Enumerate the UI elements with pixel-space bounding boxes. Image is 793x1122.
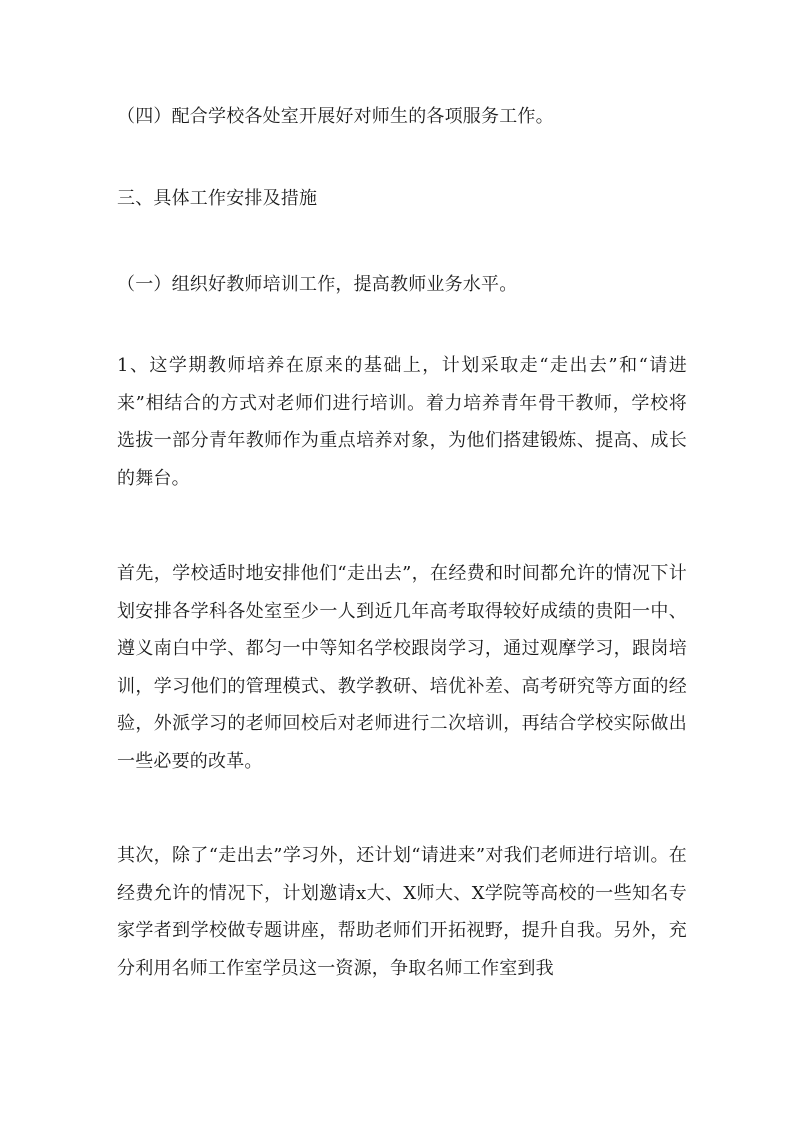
section-heading-arrangements: 三、具体工作安排及措施: [117, 188, 318, 209]
paragraph-service-work: （四）配合学校各处室开展好对师生的各项服务工作。: [117, 106, 554, 127]
paragraph-training-plan: 1、这学期教师培养在原来的基础上，计划采取走“走出去”和“请进来”相结合的方式对老师们进行培训。着力培养青年骨干教师，学校将选拔一部分青年教师作为重点培养对象，为他们搭建锻炼、提高、成长的舞台。: [117, 355, 687, 489]
paragraph-inviting-in: 其次，除了“走出去”学习外，还计划“请进来”对我们老师进行培训。在经费允许的情况下，计划邀请x大、X师大、X学院等高校的一些知名专家学者到学校做专题讲座，帮助老师们开拓视野，提升自我。另外，充分利用名师工作室学员这一资源，争取名师工作室到我: [117, 845, 687, 979]
paragraph-teacher-training: （一）组织好教师培训工作，提高教师业务水平。: [117, 274, 518, 295]
paragraph-going-out: 首先，学校适时地安排他们“走出去”，在经费和时间都允许的情况下计划安排各学科各处室至少一人到近几年高考取得较好成绩的贵阳一中、遵义南白中学、都匀一中等知名学校跟岗学习，通过观摩学习，跟岗培训，学习他们的管理模式、教学教研、培优补差、高考研究等方面的经验，外派学习的老师回校后对老师进行二次培训，再结合学校实际做出一些必要的改革。: [117, 563, 687, 772]
